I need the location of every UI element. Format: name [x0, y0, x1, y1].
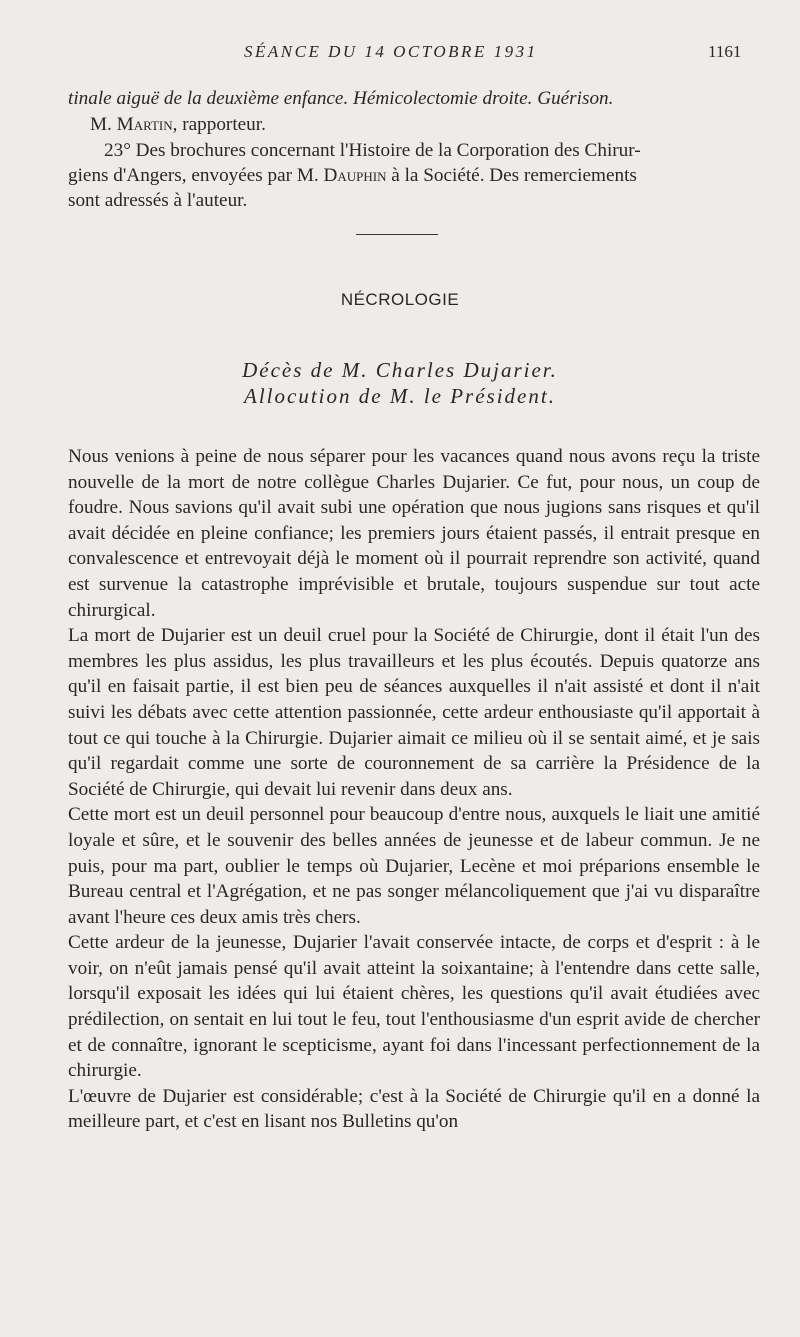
paragraph-1: Nous venions à peine de nous séparer pour les vacances quand nous avons reçu la triste nouvelle de la mort de notre collègue Charles Dujarier. Ce fut, pour nous, un coup de foudre. Nous savions qu'il avait subi une opération que nous jugions sans risques et qu'il avait décidée en pleine confiance; les premiers jours étaient passés, il entrait presque en convalescence et entrevoyait déjà le moment où il pourrait reprendre son activité, quand est survenue la catastrophe imprévisible et brutale, toujours suspendue sur tout acte chirurgical.	[68, 446, 760, 621]
running-title: SÉANCE DU 14 OCTOBRE 1931	[244, 42, 538, 61]
intro-line-5: sont adressés à l'auteur.	[68, 190, 248, 211]
paragraph-2: La mort de Dujarier est un deuil cruel pour la Société de Chirurgie, dont il était l'un des membres les plus assidus, les plus travailleurs et les plus écoutés. Depuis quatorze ans qu'il en faisait partie, il est bien peu de séances auxquelles il n'ait assisté et dont il n'ait suivi les débats avec cette attention passionnée, cette ardeur enthousiaste qu'il apportait à tout ce qui touche à la Chirurgie. Dujarier aimait ce milieu où il se sentait aimé, et je sais qu'il regardait comme une sorte de couronnement de sa carrière la Présidence de la Société de Chirurgie, qui devait lui revenir dans deux ans.	[68, 625, 760, 800]
intro-line-4	[68, 165, 637, 187]
author-name: Dauphin	[323, 165, 387, 186]
rapporteur-name: M. Martin	[90, 114, 173, 135]
running-header	[0, 42, 800, 66]
paragraph-5: L'œuvre de Dujarier est considérable; c'est à la Société de Chirurgie qu'il en a donné la meilleure part, et c'est en lisant nos Bulletins qu'on	[68, 1085, 760, 1133]
section-title: NÉCROLOGIE	[340, 290, 460, 309]
paragraph-3: Cette mort est un deuil personnel pour beaucoup d'entre nous, auxquels le liait une amitié loyale et sûre, et le souvenir des belles années de jeunesse et de labeur commun. Je ne puis, pour ma part, oublier le temps où Dujarier, Lecène et moi préparions ensemble le Bureau central et l'Agrégation, et ne pas songer mélancoliquement que j'ai vu disparaître avant l'heure ces deux amis très chers.	[68, 804, 760, 928]
rapporteur-label: , rapporteur.	[172, 114, 266, 135]
article-body	[68, 444, 760, 1135]
intro-line-4-a: giens d'Angers, envoyées par M.	[68, 165, 324, 186]
intro-line-2	[90, 114, 266, 136]
article-title-line-2: Allocution de M. le Président.	[244, 384, 556, 408]
section-divider	[356, 234, 438, 235]
paragraph-4: Cette ardeur de la jeunesse, Dujarier l'avait conservée intacte, de corps et d'esprit : à le voir, on n'eût jamais pensé qu'il avait atteint la soixantaine; à l'entendre dans cette salle, lorsqu'il exposait les idées qui lui étaient chères, les questions qu'il avait étudiées avec prédilection, on sentait en lui tout le feu, tout l'enthousiasme d'un esprit avide de chercher et de connaître, ignorant le scepticisme, ayant foi dans l'incessant perfectionnement de la chirurgie.	[68, 932, 760, 1082]
article-title-line-1: Décès de M. Charles Dujarier.	[242, 358, 558, 382]
intro-line-4-b: à la Société. Des remerciements	[386, 165, 637, 186]
intro-line-1: tinale aiguë de la deuxième enfance. Hémicolectomie droite. Guérison.	[68, 88, 614, 109]
page-number: 1161	[708, 42, 742, 61]
intro-line-3: 23° Des brochures concernant l'Histoire de la Corporation des Chirur-	[104, 140, 641, 161]
